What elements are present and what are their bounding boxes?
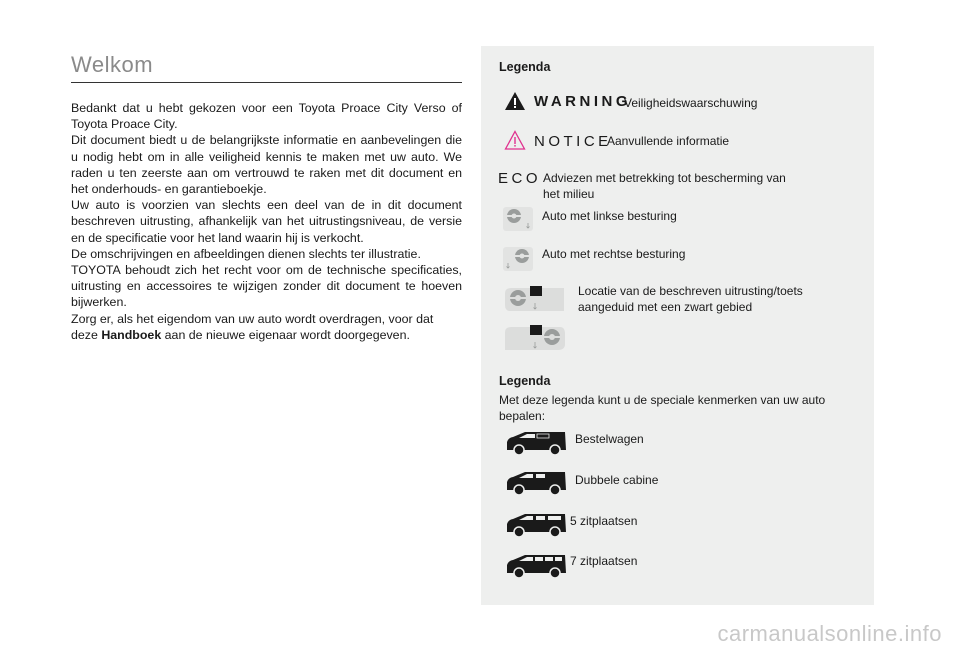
legend-title-2: Legenda <box>499 374 551 388</box>
notice-description: Aanvullende informatie <box>607 134 730 148</box>
warning-triangle-icon <box>504 91 526 111</box>
welcome-paragraph-2: Dit document biedt u de belangrijkste informatie en aanbevelingen die u nodig hebt om in alle veiligheid kennis te maken met uw auto. We raden u ten zeerste aan om vertrouwd te raken met dit document en het onderhouds- en garantieboekje. <box>71 133 462 197</box>
right-hand-drive-icon <box>503 245 533 273</box>
welcome-paragraph-6 <box>71 311 462 343</box>
welcome-paragraph-3: Uw auto is voorzien van slechts een deel van de in dit document beschreven uitrusting, afhankelijk van het uitrustingsniveau, de versie en de specificatie voor het land waarin hij is verkocht. <box>71 198 462 245</box>
van-item-2: 5 zitplaatsen <box>570 514 638 528</box>
welcome-paragraph-4: De omschrijvingen en afbeeldingen dienen slechts ter illustratie. <box>71 246 421 261</box>
legend-title: Legenda <box>499 60 551 74</box>
eco-keyword: ECO <box>498 170 542 187</box>
seven-seat-van-icon <box>505 551 569 581</box>
dashboard-lhd-location-icon <box>502 283 568 315</box>
left-hand-drive-icon <box>503 205 533 231</box>
welcome-paragraph-5: TOYOTA behoudt zich het recht voor om de technische specificaties, uitrusting en accessoires te wijzigen zonder dit document te hoeven bijwerken. <box>71 263 462 310</box>
welcome-body <box>71 100 462 343</box>
notice-triangle-icon <box>504 130 526 150</box>
welcome-paragraph-1: Bedankt dat u hebt gekozen voor een Toyota Proace City Verso of Toyota Proace City. <box>71 101 462 132</box>
double-cab-van-icon <box>505 468 569 498</box>
lhd-description: Auto met linkse besturing <box>542 209 677 223</box>
dashboard-rhd-location-icon <box>502 322 568 354</box>
warning-keyword: WARNING <box>534 93 631 110</box>
rhd-description: Auto met rechtse besturing <box>542 247 686 261</box>
van-item-1: Dubbele cabine <box>575 473 659 487</box>
notice-keyword: NOTICE <box>534 133 612 150</box>
page-title: Welkom <box>71 52 154 77</box>
van-item-0: Bestelwagen <box>575 432 644 446</box>
eco-description: Adviezen met betrekking tot bescherming van het milieu <box>543 171 786 201</box>
p6-pre: Zorg er, als het eigendom van uw auto wordt overdragen, voor dat deze <box>71 311 434 342</box>
watermark: carmanualsonline.info <box>717 621 942 646</box>
location-description: Locatie van de beschreven uitrusting/toets aangeduid met een zwart gebied <box>578 284 803 314</box>
title-divider <box>71 82 462 83</box>
panel-van-icon <box>505 428 569 458</box>
p6-post: aan de nieuwe eigenaar wordt doorgegeven. <box>161 327 410 342</box>
warning-description: Veiligheidswaarschuwing <box>624 96 758 110</box>
van-item-3: 7 zitplaatsen <box>570 554 638 568</box>
legend-intro: Met deze legenda kunt u de speciale kenmerken van uw auto bepalen: <box>499 393 826 423</box>
handbook-bold: Handboek <box>101 327 162 342</box>
five-seat-van-icon <box>505 510 569 540</box>
